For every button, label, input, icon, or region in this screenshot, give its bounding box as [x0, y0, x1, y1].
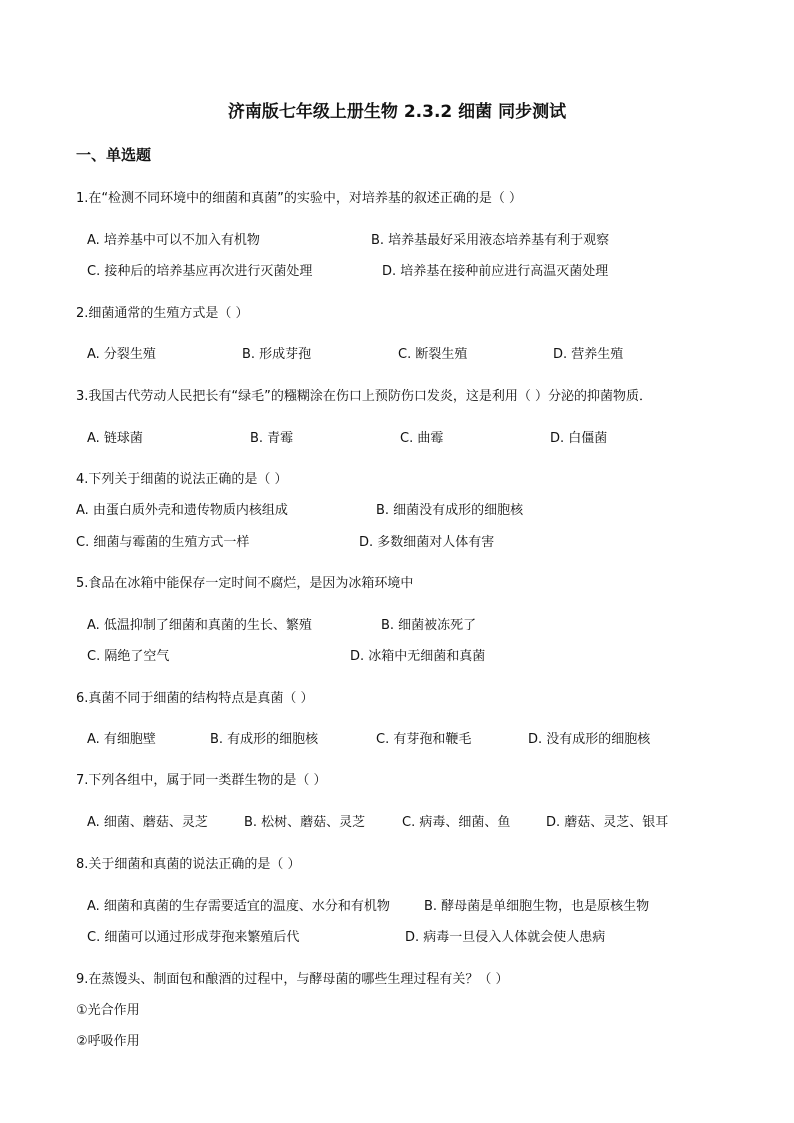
question-7-option-c: C. 病毒、细菌、鱼 [402, 815, 511, 830]
question-2-option-d: D. 营养生殖 [553, 347, 624, 362]
question-6-option-b: B. 有成形的细胞核 [210, 732, 319, 747]
question-7-option-a: A. 细菌、蘑菇、灵芝 [87, 815, 208, 830]
page-title: 济南版七年级上册生物 2.3.2 细菌 同步测试 [227, 102, 567, 122]
question-3-stem: 3.我国古代劳动人民把长有“绿毛”的糨糊涂在伤口上预防伤口发炎，这是利用（ ）分泌的抑菌物质． [76, 389, 653, 404]
question-5-option-a: A. 低温抑制了细菌和真菌的生长、繁殖 [87, 618, 312, 633]
question-1-option-d: D. 培养基在接种前应进行高温灭菌处理 [382, 264, 609, 279]
question-8-stem: 8.关于细菌和真菌的说法正确的是（ ） [76, 857, 301, 872]
section-heading: 一、单选题 [76, 146, 152, 164]
question-2-option-b: B. 形成芽孢 [242, 347, 312, 362]
question-3-option-c: C. 曲霉 [400, 431, 444, 446]
question-3-option-a: A. 链球菌 [87, 431, 143, 446]
question-8-option-c: C. 细菌可以通过形成芽孢来繁殖后代 [87, 930, 300, 945]
question-7-option-b: B. 松树、蘑菇、灵芝 [244, 815, 366, 830]
question-5-option-c: C. 隔绝了空气 [87, 649, 170, 664]
question-6-option-c: C. 有芽孢和鞭毛 [376, 732, 472, 747]
question-6-option-a: A. 有细胞壁 [87, 732, 156, 747]
question-4-option-d: D. 多数细菌对人体有害 [359, 535, 495, 550]
question-5-stem: 5.食品在冰箱中能保存一定时间不腐烂，是因为冰箱环境中 [76, 576, 414, 591]
question-1-option-b: B. 培养基最好采用液态培养基有利于观察 [371, 233, 610, 248]
question-8-option-b: B. 酵母菌是单细胞生物，也是原核生物 [424, 899, 650, 914]
question-5-option-b: B. 细菌被冻死了 [381, 618, 477, 633]
question-1-stem: 1.在“检测不同环境中的细菌和真菌”的实验中，对培养基的叙述正确的是（ ） [76, 191, 523, 206]
question-3-option-d: D. 白僵菌 [550, 431, 608, 446]
question-1-option-c: C. 接种后的培养基应再次进行灭菌处理 [87, 264, 313, 279]
question-3-option-b: B. 青霉 [250, 431, 294, 446]
question-9-stem: 9.在蒸馒头、制面包和酿酒的过程中，与酵母菌的哪些生理过程有关？（ ） [76, 972, 509, 987]
question-9-option-2: ②呼吸作用 [76, 1034, 140, 1049]
question-2-option-c: C. 断裂生殖 [398, 347, 468, 362]
question-4-option-c: C. 细菌与霉菌的生殖方式一样 [76, 535, 250, 550]
question-6-option-d: D. 没有成形的细胞核 [528, 732, 651, 747]
question-7-stem: 7.下列各组中，属于同一类群生物的是（ ） [76, 773, 327, 788]
question-6-stem: 6.真菌不同于细菌的结构特点是真菌（ ） [76, 691, 314, 706]
question-7-option-d: D. 蘑菇、灵芝、银耳 [546, 815, 669, 830]
question-9-option-1: ①光合作用 [76, 1003, 140, 1018]
question-8-option-a: A. 细菌和真菌的生存需要适宜的温度、水分和有机物 [87, 899, 390, 914]
question-8-option-d: D. 病毒一旦侵入人体就会使人患病 [405, 930, 606, 945]
question-2-stem: 2.细菌通常的生殖方式是（ ） [76, 306, 249, 321]
question-4-stem: 4.下列关于细菌的说法正确的是（ ） [76, 472, 288, 487]
question-5-option-d: D. 冰箱中无细菌和真菌 [350, 649, 486, 664]
question-4-option-b: B. 细菌没有成形的细胞核 [376, 503, 524, 518]
question-1-option-a: A. 培养基中可以不加入有机物 [87, 233, 260, 248]
question-2-option-a: A. 分裂生殖 [87, 347, 156, 362]
question-4-option-a: A. 由蛋白质外壳和遗传物质内核组成 [76, 503, 288, 518]
